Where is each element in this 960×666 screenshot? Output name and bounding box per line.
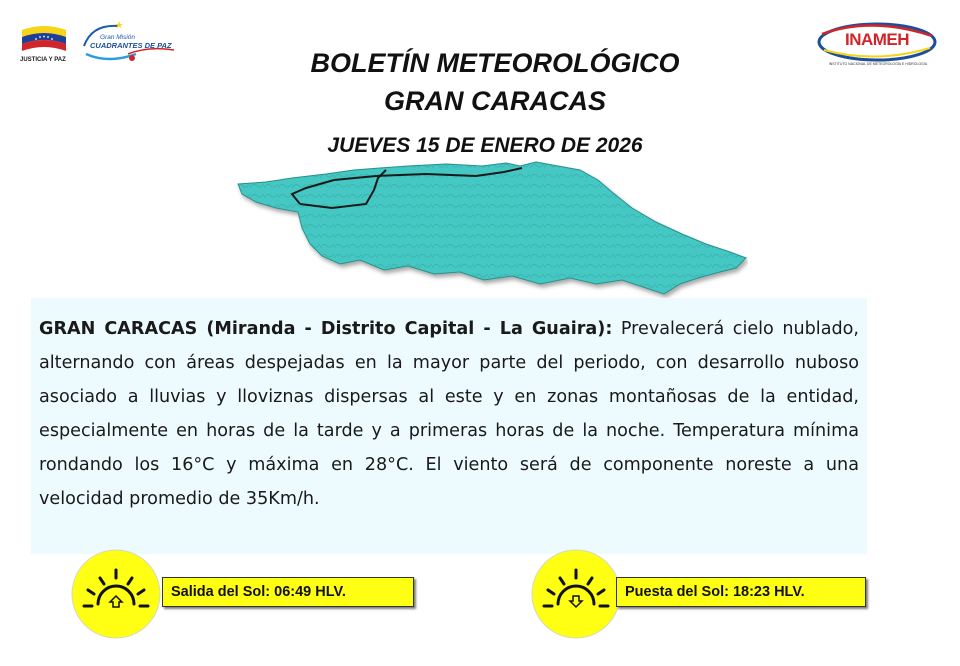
sunset-icon: [530, 548, 622, 640]
mision-name-text: CUADRANTES DE PAZ: [90, 41, 172, 50]
mision-small-text: Gran Misión: [100, 34, 136, 41]
sunset-time: Puesta del Sol: 18:23 HLV.: [616, 577, 866, 607]
sunrise-icon: [70, 548, 162, 640]
sunrise-time: Salida del Sol: 06:49 HLV.: [162, 577, 414, 607]
forecast-body: Prevalecerá cielo nublado, alternando con áreas despejadas en la mayor parte del periodo, con desarrollo nuboso asociado a lluvias y lloviznas dispersas al este y en zonas montañosas de la entidad, especialmente en horas de la tarde y a primeras horas de la noche. Temperatura mínima rondando los 16°C y máxima en 28°C. El viento será de componente noreste a una velocidad promedio de 35Km/h.: [39, 319, 859, 509]
forecast-region: GRAN CARACAS (Miranda - Distrito Capital - La Guaira):: [39, 319, 613, 339]
inameh-subtitle: INSTITUTO NACIONAL DE METEOROLOGÍA E HIDROLOGÍA: [828, 62, 928, 66]
forecast-text: [39, 312, 859, 516]
bulletin-title: BOLETÍN METEOROLÓGICO: [310, 48, 680, 78]
bulletin-date: JUEVES 15 DE ENERO DE 2026: [327, 134, 643, 157]
inameh-name: INAMEH: [844, 30, 910, 49]
gran-caracas-map: [236, 160, 748, 300]
region-title: GRAN CARACAS: [384, 86, 606, 116]
forecast-panel: [31, 298, 867, 554]
justicia-y-paz-caption: JUSTICIA Y PAZ: [20, 57, 66, 63]
